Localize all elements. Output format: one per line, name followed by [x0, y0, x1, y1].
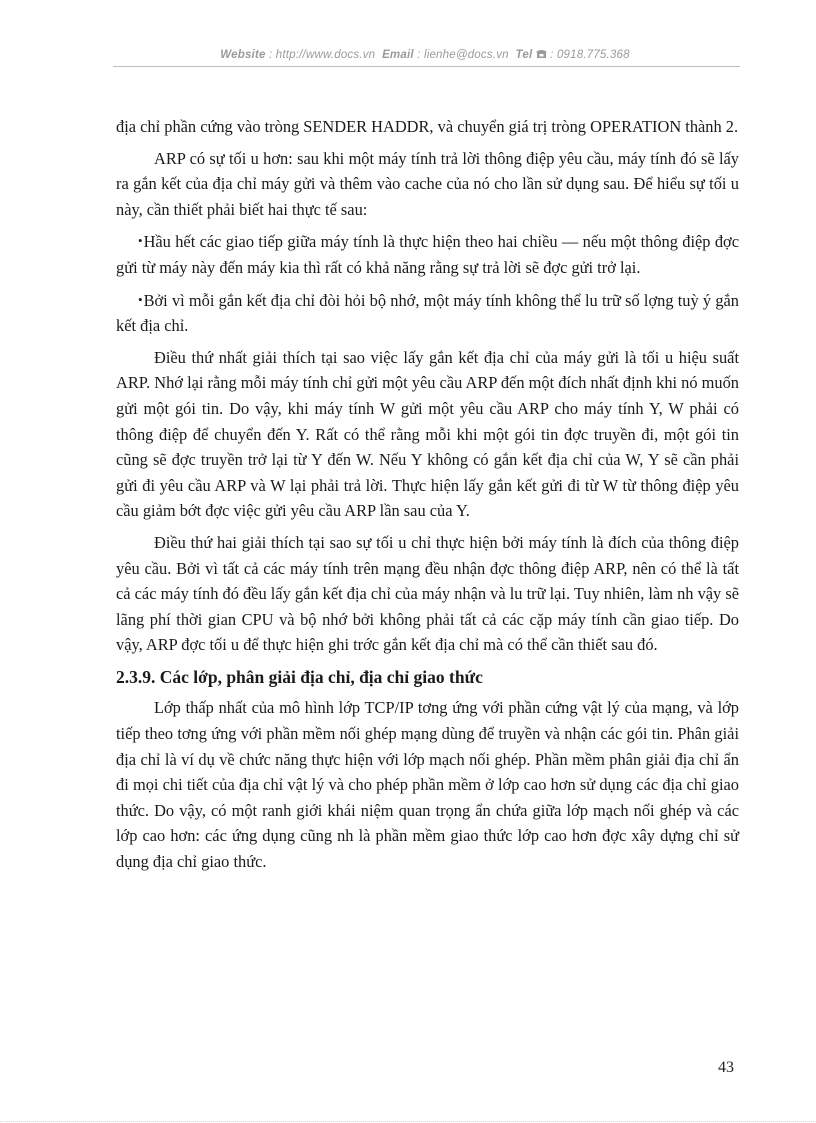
page-number: 43 — [718, 1059, 734, 1076]
page-body — [116, 114, 739, 875]
phone-icon — [536, 49, 547, 59]
header-divider — [113, 66, 740, 67]
email-value: : lienhe@docs.vn — [417, 49, 509, 61]
website-label: Website — [220, 49, 266, 61]
tel-label: Tel — [515, 49, 533, 61]
page-header — [110, 49, 740, 61]
tel-value: : 0918.775.368 — [550, 49, 630, 61]
section-heading: 2.3.9. Các lớp, phân giải địa chỉ, địa chỉ giao thức — [116, 666, 483, 687]
bullet-text: Hầu hết các giao tiếp giữa máy tính là thực hiện theo hai chiều — nếu một thông điệp đợc gửi từ máy này đến máy kia thì rất có khả năng rằng sự trả lời sẽ đợc gửi trở lại. — [116, 232, 739, 277]
email-label: Email — [382, 49, 414, 61]
page-bottom-divider — [0, 1121, 816, 1122]
paragraph: Điều thứ hai giải thích tại sao sự tối u chỉ thực hiện bởi máy tính là đích của thông điệp yêu cầu. Bởi vì tất cả các máy tính trên mạng đều nhận đợc thông điệp ARP, nên có thể là tất cả các máy tính đó đều lấy gắn kết địa chỉ của máy nhận và lu trữ lại. Tuy nhiên, làm nh vậy sẽ lãng phí thời gian CPU và bộ nhớ bởi không phải tất cả các cặp máy tính cần giao tiếp. Do vậy, ARP đợc tối u để thực hiện ghi trớc gắn kết địa chỉ mà có thể cần thiết sau đó. — [116, 532, 739, 655]
website-value: : http://www.docs.vn — [269, 49, 376, 61]
bullet-text: Bởi vì mỗi gắn kết địa chỉ đòi hỏi bộ nhớ, một máy tính không thể lu trữ số lợng tuỳ ý gắn kết địa chỉ. — [116, 290, 739, 336]
bullet-item — [116, 228, 739, 280]
paragraph: địa chỉ phần cứng vào tròng SENDER HADDR, và chuyển giá trị tròng OPERATION thành 2. — [116, 117, 739, 136]
paragraph: Điều thứ nhất giải thích tại sao việc lấy gắn kết địa chỉ của máy gửi là tối u hiệu suất ARP. Nhớ lại rằng mỗi máy tính chỉ gửi một yêu cầu ARP đến một đích nhất định khi nó muốn gửi một gói tin. Do vậy, khi máy tính W gửi một yêu cầu ARP cho máy tính Y, W phải có thông điệp để chuyển đến Y. Rất có thể rằng mỗi khi một gói tin đợc truyền đi, một gói tin cũng sẽ đợc truyền trở lại từ Y đến W. Nếu Y không có gắn kết địa chỉ của W, Y sẽ cần phải gửi đi yêu cầu ARP và W lại phải trả lời. Thực hiện lấy gắn kết gửi đi từ W từ thông điệp yêu cầu giảm bớt đợc việc gửi yêu cầu ARP lần sau của Y. — [116, 347, 739, 521]
paragraph: ARP có sự tối u hơn: sau khi một máy tính trả lời thông điệp yêu cầu, máy tính đó sẽ lấy ra gắn kết của địa chỉ máy gửi và thêm vào cache của nó cho lần sử dụng sau. Để hiểu sự tối u này, cần thiết phải biết hai thực tế sau: — [116, 148, 739, 219]
bullet-item — [116, 287, 739, 339]
paragraph: Lớp thấp nhất của mô hình lớp TCP/IP tơng ứng với phần cứng vật lý của mạng, và lớp tiếp theo tơng ứng với phần mềm nối ghép mạng dùng để truyền và nhận các gói tin. Phân giải địa chỉ là ví dụ về chức năng thực hiện với lớp mạch nối ghép. Phần mềm phân giải địa chỉ ẩn đi mọi chi tiết của địa chỉ vật lý và cho phép phần mềm ở lớp cao hơn sử dụng các địa chỉ giao thức. Do vậy, có một ranh giới khái niệm quan trọng ẩn chứa giữa lớp mạch nối ghép và các lớp cao hơn: các ứng dụng cũng nh là phần mềm giao thức lớp cao hơn đợc xây dựng chỉ sử dụng địa chỉ giao thức. — [116, 698, 739, 872]
bullet-dot-icon: • — [138, 291, 143, 307]
bullet-dot-icon: • — [138, 233, 143, 249]
